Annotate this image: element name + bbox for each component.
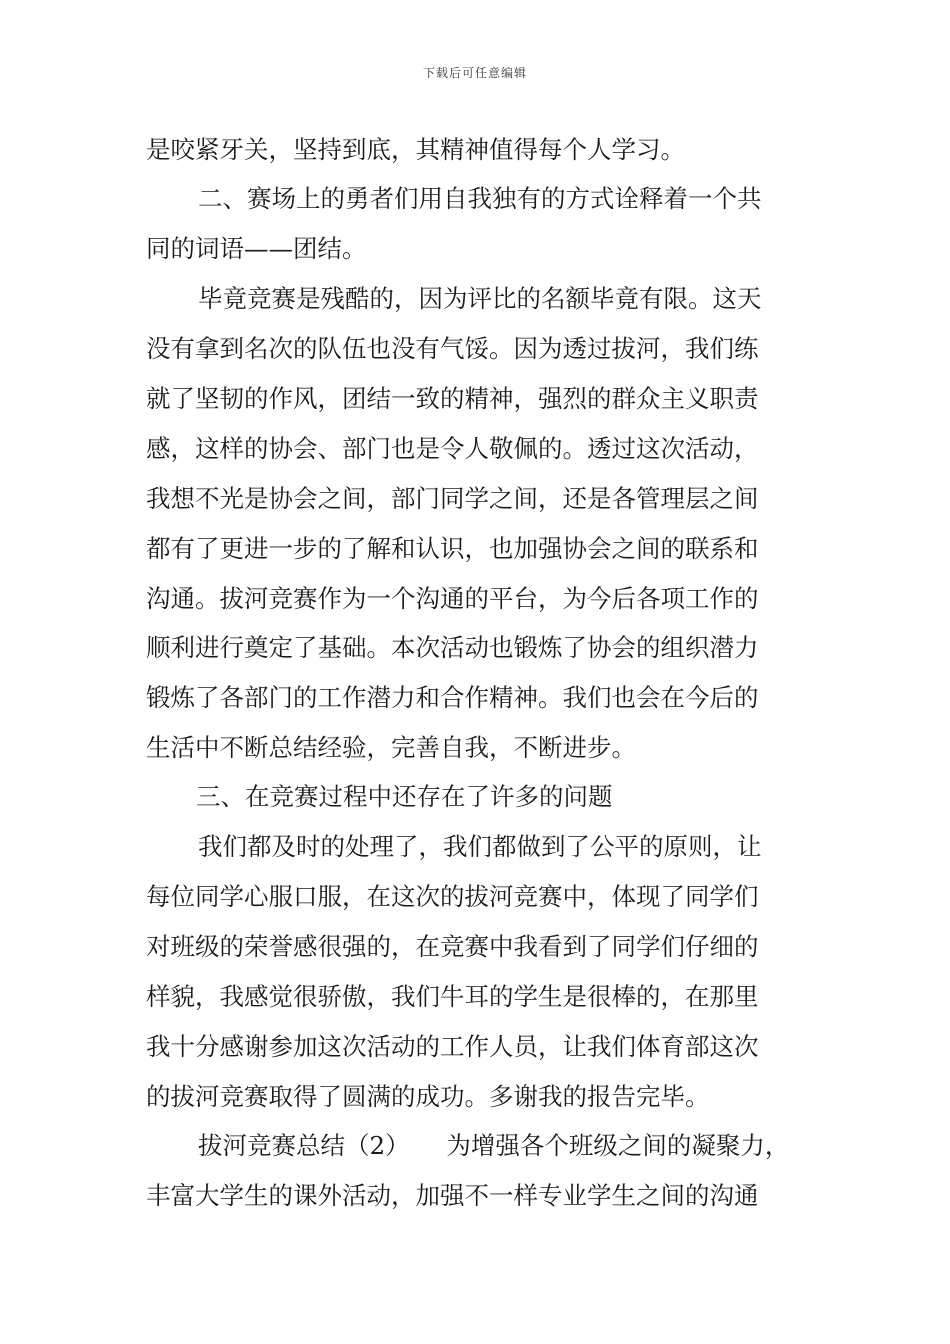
text-line: 样貌，我感觉很骄傲，我们牛耳的学生是很棒的，在那里 — [146, 982, 759, 1011]
text-line: 丰富大学生的课外活动，加强不一样专业学生之间的沟通 — [146, 1181, 759, 1210]
text-line: 我们都及时的处理了，我们都做到了公平的原则，让 — [198, 832, 762, 861]
text-line: 没有拿到名次的队伍也没有气馁。因为透过拔河，我们练 — [146, 334, 759, 363]
text-line: 的拔河竞赛取得了圆满的成功。多谢我的报告完毕。 — [146, 1082, 710, 1111]
text-line: 锻炼了各部门的工作潜力和合作精神。我们也会在今后的 — [146, 683, 759, 712]
text-line: 对班级的荣誉感很强的，在竞赛中我看到了同学们仔细的 — [146, 932, 759, 961]
text-line: 感，这样的协会、部门也是令人敬佩的。透过这次活动， — [146, 434, 759, 463]
text-line: 是咬紧牙关，坚持到底，其精神值得每个人学习。 — [146, 135, 685, 164]
text-line: 拔河竞赛总结（2） 为增强各个班级之间的凝聚力， — [198, 1131, 790, 1160]
text-line: 沟通。拔河竞赛作为一个沟通的平台，为今后各项工作的 — [146, 584, 759, 613]
text-line: 顺利进行奠定了基础。本次活动也锻炼了协会的组织潜力 — [146, 633, 759, 662]
text-line: 就了坚韧的作风，团结一致的精神，强烈的群众主义职责 — [146, 384, 759, 413]
text-line: 我想不光是协会之间，部门同学之间，还是各管理层之间 — [146, 484, 759, 513]
page-header: 下载后可任意编辑 — [422, 66, 527, 80]
section-heading: 三、在竞赛过程中还存在了许多的问题 — [196, 782, 613, 811]
text-line: 同的词语——团结。 — [146, 234, 367, 263]
text-line: 每位同学心服口服，在这次的拔河竞赛中，体现了同学们 — [146, 882, 759, 911]
text-line: 我十分感谢参加这次活动的工作人员，让我们体育部这次 — [146, 1032, 759, 1061]
text-line: 毕竟竞赛是残酷的，因为评比的名额毕竟有限。这天 — [198, 284, 762, 313]
text-line: 都有了更进一步的了解和认识，也加强协会之间的联系和 — [146, 534, 759, 563]
text-line: 生活中不断总结经验，完善自我，不断进步。 — [146, 733, 636, 762]
text-line: 二、赛场上的勇者们用自我独有的方式诠释着一个共 — [198, 184, 762, 213]
